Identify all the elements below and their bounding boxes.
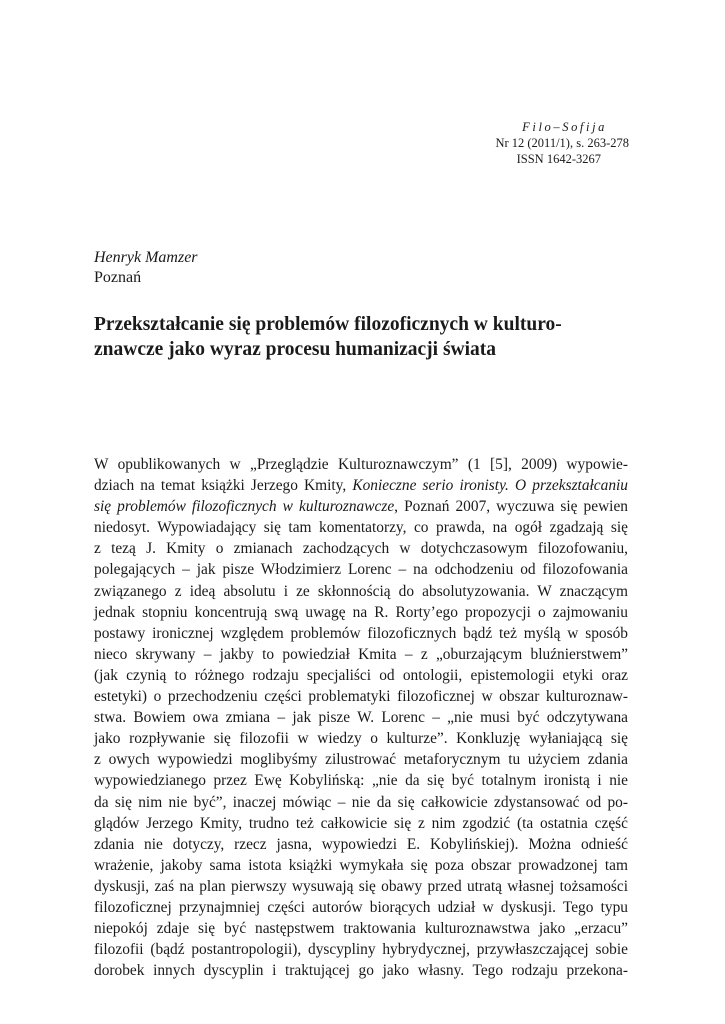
body-line xyxy=(94,939,628,960)
body-line xyxy=(94,855,628,876)
body-line-text: (jak czynią to różnego rodzaju specjaliści od ontologii, epistemologii etyki oraz xyxy=(94,666,628,684)
body-line-text: , Poznań 2007, wyczuwa się pewien xyxy=(394,498,628,516)
author-affiliation: Poznań xyxy=(94,269,142,286)
body-line xyxy=(94,728,628,749)
body-line xyxy=(94,918,628,939)
journal-issn: ISSN 1642-3267 xyxy=(516,152,601,166)
body-line xyxy=(94,559,628,580)
body-line xyxy=(94,454,628,475)
body-line-text: dyskusji, zaś na plan pierwszy wysuwają się obawy przed utratą własnej tożsamości xyxy=(94,877,628,895)
journal-issue: Nr 12 (2011/1), s. 263-278 xyxy=(495,136,629,150)
body-line-text: wrażenie, jakoby sama istota książki wymykała się poza obszar prowadzonej tam xyxy=(94,856,628,874)
body-line xyxy=(94,602,628,623)
body-line-text: jednak stopniu koncentrują swą uwagę na R. Rorty’ego propozycji o zajmowaniu xyxy=(94,603,628,621)
body-line-text: z owych wypowiedzi moglibyśmy zilustrować metaforycznym tu użyciem zdania xyxy=(94,751,628,769)
body-line-text: glądów Jerzego Kmity, trudno też całkowicie się z nim zgodzić (ta ostatnia część xyxy=(94,814,628,832)
body-line-text: polegających – jak pisze Włodzimierz Lorenc – na odchodzeniu od filozofowania xyxy=(94,561,628,579)
italic-book-title: Konieczne serio ironisty. O przekształcaniu xyxy=(352,477,628,495)
body-line xyxy=(94,707,628,728)
body-line-text: estetyki) o przechodzeniu części problematyki filozoficznej w obszar kulturoznaw- xyxy=(94,688,628,706)
body-line xyxy=(94,538,628,559)
body-line-text: filozofii (bądź postantropologii), dyscypliny hybrydycznej, przywłaszczającej sobie xyxy=(94,941,628,959)
body-line xyxy=(94,813,628,834)
body-line xyxy=(94,623,628,644)
body-line xyxy=(94,496,628,517)
body-line xyxy=(94,960,628,981)
body-line-text: stwa. Bowiem owa zmiana – jak pisze W. Lorenc – „nie musi być odczytywana xyxy=(94,709,628,727)
italic-book-title: się problemów filozoficznych w kulturoznawcze xyxy=(94,498,395,516)
body-line xyxy=(94,475,628,496)
body-line-text: dorobek innych dyscyplin i traktującej go jako własny. Tego rodzaju przekona- xyxy=(94,962,628,980)
body-line xyxy=(94,686,628,707)
body-line xyxy=(94,792,628,813)
body-line-text: postawy ironicznej względem problemów filozoficznych bądź też myślą w sposób xyxy=(94,624,628,642)
body-line-text: niedosyt. Wypowiadający się tam komentatorzy, co prawda, na ogół zgadzają się xyxy=(94,519,628,537)
author-name: Henryk Mamzer xyxy=(94,249,198,266)
article-title xyxy=(94,312,634,362)
body-line xyxy=(94,897,628,918)
body-line-text: związanego z ideą absolutu i ze skłonnością do absolutyzowania. W znaczącym xyxy=(94,582,628,600)
article-title-line: Przekształcanie się problemów filozoficznych w kulturo- xyxy=(94,314,562,335)
journal-header xyxy=(369,119,629,167)
body-line xyxy=(94,665,628,686)
body-line-text: niepokój zdaje się być następstwem traktowania kulturoznawstwa jako „erzacu” xyxy=(94,920,628,938)
article-title-line: znawcze jako wyraz procesu humanizacji świata xyxy=(94,339,497,360)
body-line-text: nieco skrywany – jakby to powiedział Kmita – z „oburzającym bluźnierstwem” xyxy=(94,645,628,663)
body-line-text: dziach na temat książki Jerzego Kmity, xyxy=(94,477,353,495)
body-line xyxy=(94,517,628,538)
body-line-text: wypowiedzianego przez Ewę Kobylińską: „nie da się być totalnym ironistą i nie xyxy=(94,772,628,790)
journal-name: Filo–Sofija xyxy=(522,120,607,134)
body-line-text: da się nim nie być”, inaczej mówiąc – nie da się całkowicie zdystansować od po- xyxy=(94,793,628,811)
body-line-text: filozoficznej przynajmniej części autorów biorących udział w dyskusji. Tego typu xyxy=(94,898,628,916)
body-line xyxy=(94,749,628,770)
author-block xyxy=(94,248,198,288)
body-line xyxy=(94,770,628,791)
body-line xyxy=(94,581,628,602)
body-line-text: z tezą J. Kmity o zmianach zachodzących w dotychczasowym filozofowaniu, xyxy=(94,540,628,558)
body-paragraph xyxy=(94,454,628,981)
body-line xyxy=(94,644,628,665)
body-line-text: W opublikowanych w „Przeglądzie Kulturoznawczym” (1 [5], 2009) wypowie- xyxy=(94,456,628,473)
body-line-text: zdania nie dotyczy, rzecz jasna, wypowiedzi E. Kobylińskiej). Można odnieść xyxy=(94,835,628,853)
body-line xyxy=(94,876,628,897)
body-line-text: jako rozpływanie się filozofii w wiedzy o kulturze”. Konkluzję wyłaniającą się xyxy=(94,730,628,748)
body-line xyxy=(94,834,628,855)
